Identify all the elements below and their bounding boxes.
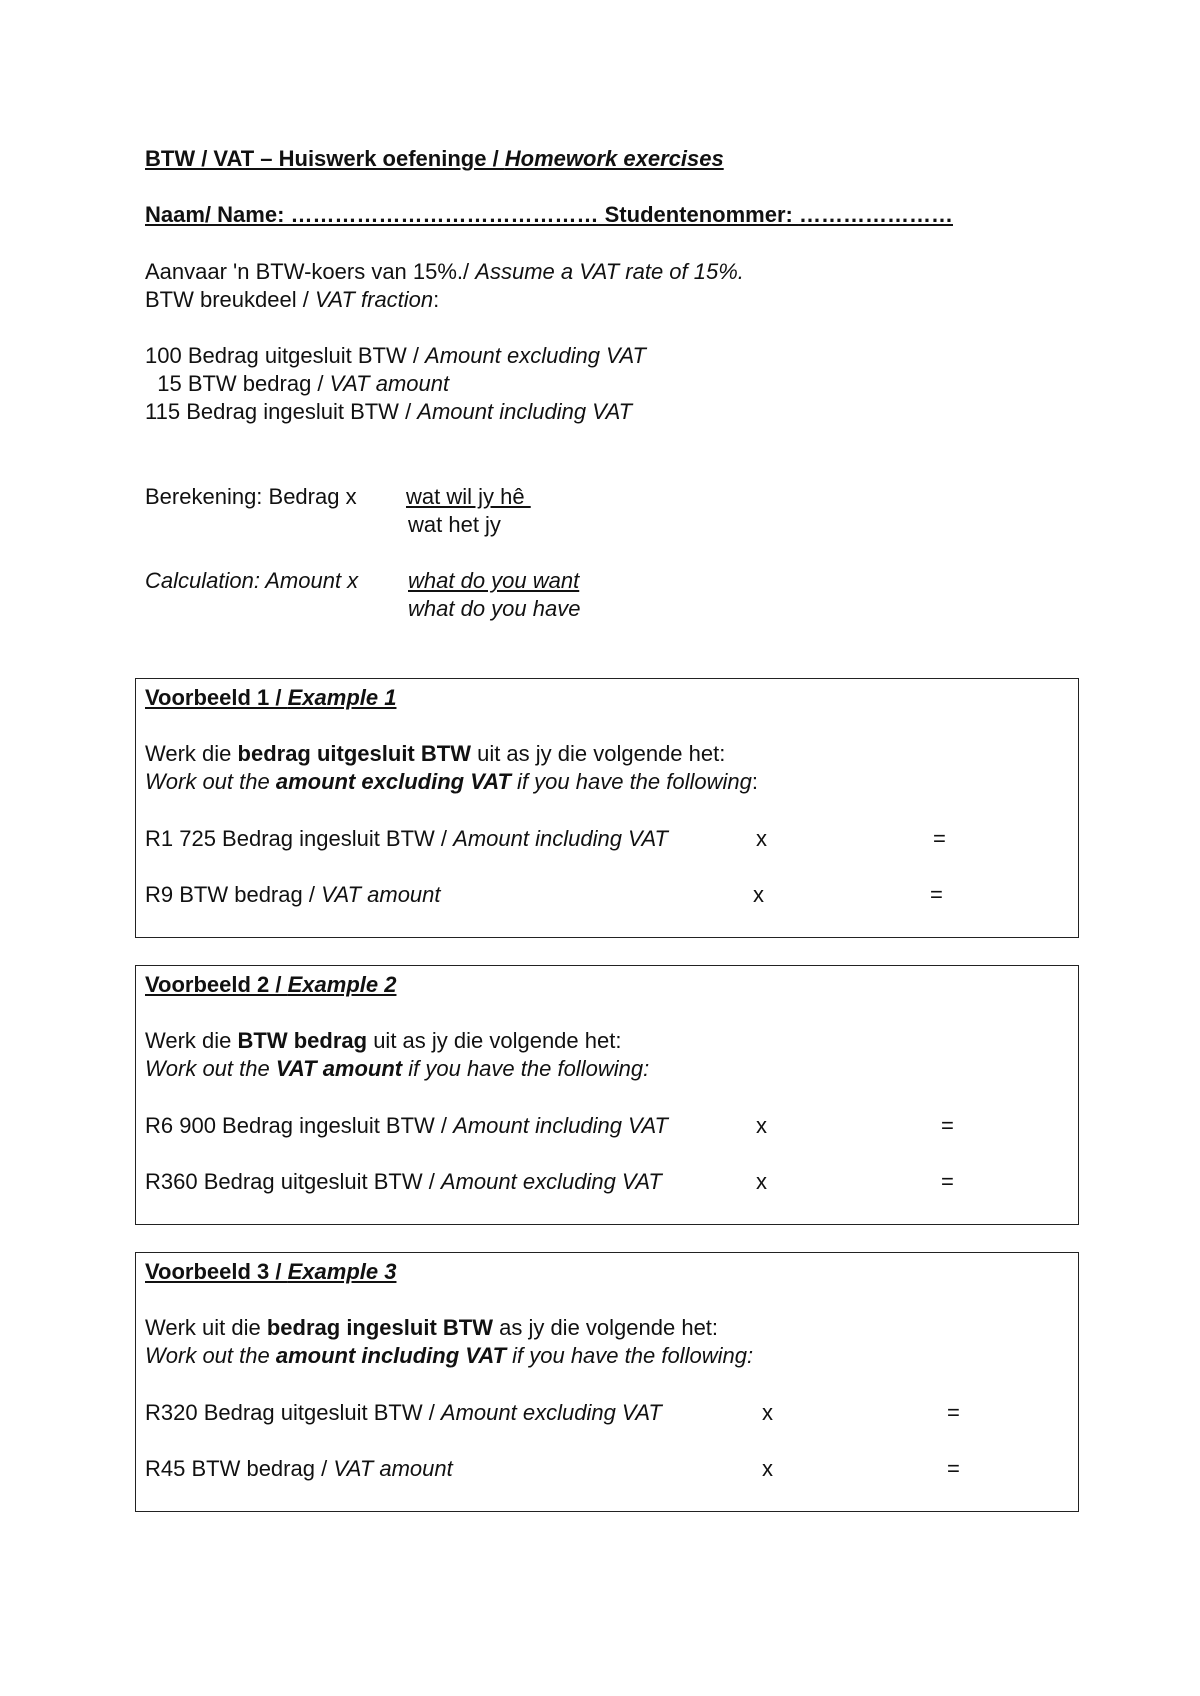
example-2-instruction-en: Work out the VAT amount if you have the following: xyxy=(145,1056,650,1081)
example-3-row-2-equals: = xyxy=(947,1456,960,1481)
example-3-instruction-en: Work out the amount including VAT if you have the following: xyxy=(145,1343,754,1368)
example-1-row-2-times: x xyxy=(753,882,764,907)
example-1-row-1-equals: = xyxy=(933,826,946,851)
example-3-title: Voorbeeld 3 / Example 3 xyxy=(145,1259,397,1284)
page-title: BTW / VAT – Huiswerk oefeninge / Homework exercises xyxy=(145,146,724,171)
example-3-row-1-times: x xyxy=(762,1400,773,1425)
example-1-instruction-en: Work out the amount excluding VAT if you have the following: xyxy=(145,769,758,794)
formula-af-denominator: wat het jy xyxy=(408,512,501,537)
vat-rate-line: Aanvaar 'n BTW-koers van 15%./ Assume a VAT rate of 15%. xyxy=(145,259,744,284)
formula-af-label: Berekening: Bedrag x xyxy=(145,484,357,509)
example-2-row-2-times: x xyxy=(756,1169,767,1194)
example-2-row-1: R6 900 Bedrag ingesluit BTW / Amount including VAT xyxy=(145,1113,668,1138)
example-2-row-2-equals: = xyxy=(941,1169,954,1194)
example-1-row-1-times: x xyxy=(756,826,767,851)
name-field[interactable]: …………………………………… xyxy=(290,202,599,227)
example-3-row-2: R45 BTW bedrag / VAT amount xyxy=(145,1456,453,1481)
formula-en-denominator: what do you have xyxy=(408,596,581,621)
fraction-line-115: 115 Bedrag ingesluit BTW / Amount including VAT xyxy=(145,399,633,424)
example-3-row-1-equals: = xyxy=(947,1400,960,1425)
example-3-instruction-af: Werk uit die bedrag ingesluit BTW as jy die volgende het: xyxy=(145,1315,719,1340)
example-1-row-2: R9 BTW bedrag / VAT amount xyxy=(145,882,441,907)
formula-en-numerator: what do you want xyxy=(408,568,580,593)
example-2-row-1-times: x xyxy=(756,1113,767,1138)
vat-fraction-line: BTW breukdeel / VAT fraction: xyxy=(145,287,440,312)
student-number-field[interactable]: ………………… xyxy=(798,202,953,227)
example-2-row-2: R360 Bedrag uitgesluit BTW / Amount excluding VAT xyxy=(145,1169,662,1194)
name-student-line xyxy=(145,204,953,226)
example-3-row-2-times: x xyxy=(762,1456,773,1481)
example-2-row-1-equals: = xyxy=(941,1113,954,1138)
example-3-row-1: R320 Bedrag uitgesluit BTW / Amount excluding VAT xyxy=(145,1400,662,1425)
formula-en-label: Calculation: Amount x xyxy=(145,568,359,593)
fraction-line-15: 15 BTW bedrag / VAT amount xyxy=(145,371,450,396)
example-1-title: Voorbeeld 1 / Example 1 xyxy=(145,685,397,710)
example-2-title: Voorbeeld 2 / Example 2 xyxy=(145,972,397,997)
formula-af-numerator: wat wil jy hê xyxy=(406,484,531,509)
example-1-instruction-af: Werk die bedrag uitgesluit BTW uit as jy die volgende het: xyxy=(145,741,726,766)
fraction-line-100: 100 Bedrag uitgesluit BTW / Amount excluding VAT xyxy=(145,343,646,368)
example-2-instruction-af: Werk die BTW bedrag uit as jy die volgende het: xyxy=(145,1028,622,1053)
example-1-row-2-equals: = xyxy=(930,882,943,907)
student-number-label: Studentenommer: xyxy=(598,202,799,227)
example-1-row-1: R1 725 Bedrag ingesluit BTW / Amount including VAT xyxy=(145,826,668,851)
name-label: Naam/ Name: xyxy=(145,202,291,227)
